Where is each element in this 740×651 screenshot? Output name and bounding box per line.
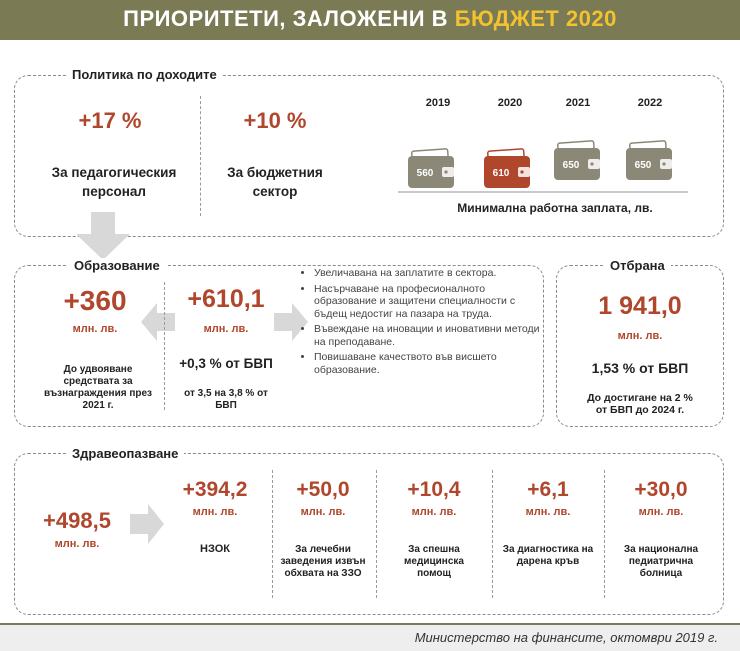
defense-value: 1 941,0 — [598, 292, 682, 320]
health-hospitals-unit: млн. лв. — [300, 506, 346, 518]
health-blood-label: За диагностика на дарена кръв — [502, 544, 594, 567]
health-emergency-value: +10,4 — [407, 478, 461, 501]
wage-year-2019: 2019 — [425, 97, 451, 109]
wage-year-2021: 2021 — [565, 97, 591, 109]
list-item: • Насърчаване на професионалното образование и защитени специалности с бъдещ недостиг на пазара на труда. — [314, 283, 546, 321]
defense-section-title: Отбрана — [604, 258, 671, 273]
min-wage-caption: Минимална работна заплата, лв. — [457, 201, 653, 215]
teachers-raise-value: +17 % — [78, 108, 142, 133]
wage-value-2022: 650 — [634, 160, 652, 171]
page-title: ПРИОРИТЕТИ, ЗАЛОЖЕНИ В БЮДЖЕТ 2020 — [123, 6, 617, 31]
education-gdp-value: +0,3 % от БВП — [179, 356, 273, 371]
education-divider — [164, 282, 165, 410]
wallet-icon — [552, 140, 602, 182]
health-pediatric-unit: млн. лв. — [638, 506, 684, 518]
defense-gdp-desc: До достигане на 2 % от БВП до 2024 г. — [587, 392, 693, 416]
health-section-title: Здравеопазване — [66, 446, 184, 461]
arrow-down-icon — [76, 212, 130, 260]
wallet-icon — [624, 140, 674, 182]
education-total-unit: млн. лв. — [203, 323, 249, 335]
education-gdp-desc: от 3,5 на 3,8 % от БВП — [184, 388, 268, 411]
title-highlight: БЮДЖЕТ 2020 — [454, 6, 617, 31]
list-item: • Въвеждане на иновации и иновативни методи на преподаване. — [314, 323, 546, 348]
education-bullet-list — [300, 267, 546, 379]
defense-unit: млн. лв. — [617, 330, 663, 342]
footer-source: Министерство на финансите, октомври 2019 г. — [414, 630, 718, 645]
health-total-unit: млн. лв. — [54, 538, 100, 550]
list-item: • Повишаване качеството във висшето образование. — [314, 351, 546, 376]
health-pediatric-value: +30,0 — [634, 478, 688, 501]
income-section-title: Политика по доходите — [66, 67, 223, 82]
budget-sector-raise-value: +10 % — [243, 108, 307, 133]
health-hospitals-label: За лечебни заведения извън обхвата на ЗЗО — [280, 544, 366, 579]
health-pediatric-label: За национална педиатрична болница — [623, 544, 699, 579]
health-total-value: +498,5 — [43, 508, 111, 533]
health-blood-unit: млн. лв. — [525, 506, 571, 518]
arrow-right-icon — [130, 504, 164, 544]
budget-sector-raise-label: За бюджетния сектор — [227, 165, 323, 199]
wallet-icon — [482, 148, 532, 190]
wage-value-2021: 650 — [562, 160, 580, 171]
health-emergency-label: За спешна медицинска помощ — [404, 544, 464, 579]
health-nzok-value: +394,2 — [182, 478, 248, 501]
education-teacher-pay-unit: млн. лв. — [72, 323, 118, 335]
defense-gdp-value: 1,53 % от БВП — [591, 360, 689, 376]
health-nzok-unit: млн. лв. — [192, 506, 238, 518]
health-emergency-unit: млн. лв. — [411, 506, 457, 518]
wallet-icon — [406, 148, 456, 190]
education-teacher-pay-value: +360 — [63, 285, 127, 316]
wage-year-2022: 2022 — [637, 97, 663, 109]
title-banner — [0, 0, 740, 40]
wage-value-2020: 610 — [492, 168, 510, 179]
education-teacher-pay-desc: До удвояване средствата за възнаграждения през 2021 г. — [43, 364, 153, 411]
wage-baseline — [398, 191, 688, 193]
wage-value-2019: 560 — [416, 168, 434, 179]
education-section-title: Образование — [68, 258, 166, 273]
health-hospitals-value: +50,0 — [296, 478, 350, 501]
education-total-value: +610,1 — [187, 285, 265, 313]
wage-year-2020: 2020 — [497, 97, 523, 109]
footer-divider — [0, 623, 740, 625]
health-blood-value: +6,1 — [527, 478, 569, 501]
health-nzok-label: НЗОК — [200, 543, 230, 555]
teachers-raise-label: За педагогическия персонал — [51, 165, 177, 199]
list-item: • Увеличавана на заплатите в сектора. — [314, 267, 546, 280]
